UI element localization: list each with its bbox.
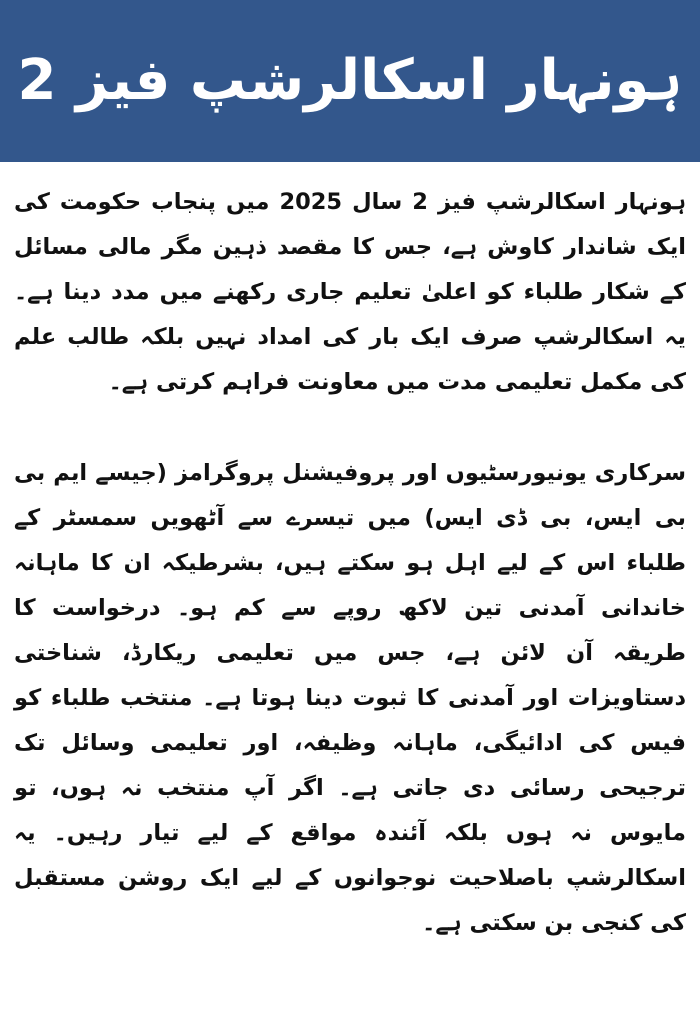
paragraph-intro: ہونہار اسکالرشپ فیز 2 سال 2025 میں پنجاب حکومت کی ایک شاندار کاوش ہے، جس کا مقصد ذہین مگر مالی مسائل کے شکار طلباء کو اعلیٰ تعلیم جاری رکھنے میں مدد دینا ہے۔ یہ اسکالرشپ صرف ایک بار کی امداد نہیں بلکہ طالب علم کی مکمل تعلیمی مدت میں معاونت فراہم کرتی ہے۔ <box>14 189 687 395</box>
title-banner <box>0 0 700 162</box>
paragraph-eligibility: سرکاری یونیورسٹیوں اور پروفیشنل پروگرامز (جیسے ایم بی بی ایس، بی ڈی ایس) میں تیسرے سے آٹھویں سمسٹر کے طلباء اس کے لیے اہل ہو سکتے ہیں، بشرطیکہ ان کا ماہانہ خاندانی آمدنی تین لاکھ روپے سے کم ہو۔ درخواست کا طریقہ آن لائن ہے، جس میں تعلیمی ریکارڈ، شناختی دستاویزات اور آمدنی کا ثبوت دینا ہوتا ہے۔ منتخب طلباء کو فیس کی ادائیگی، ماہانہ وظیفہ، اور تعلیمی وسائل تک ترجیحی رسائی دی جاتی ہے۔ اگر آپ منتخب نہ ہوں، تو مایوس نہ ہوں بلکہ آئندہ مواقع کے لیے تیار رہیں۔ یہ اسکالرشپ باصلاحیت نوجوانوں کے لیے ایک روشن مستقبل کی کنجی بن سکتی ہے۔ <box>14 460 686 936</box>
article-body <box>14 180 686 946</box>
page-title: ہونہار اسکالرشپ فیز 2 <box>17 48 683 113</box>
